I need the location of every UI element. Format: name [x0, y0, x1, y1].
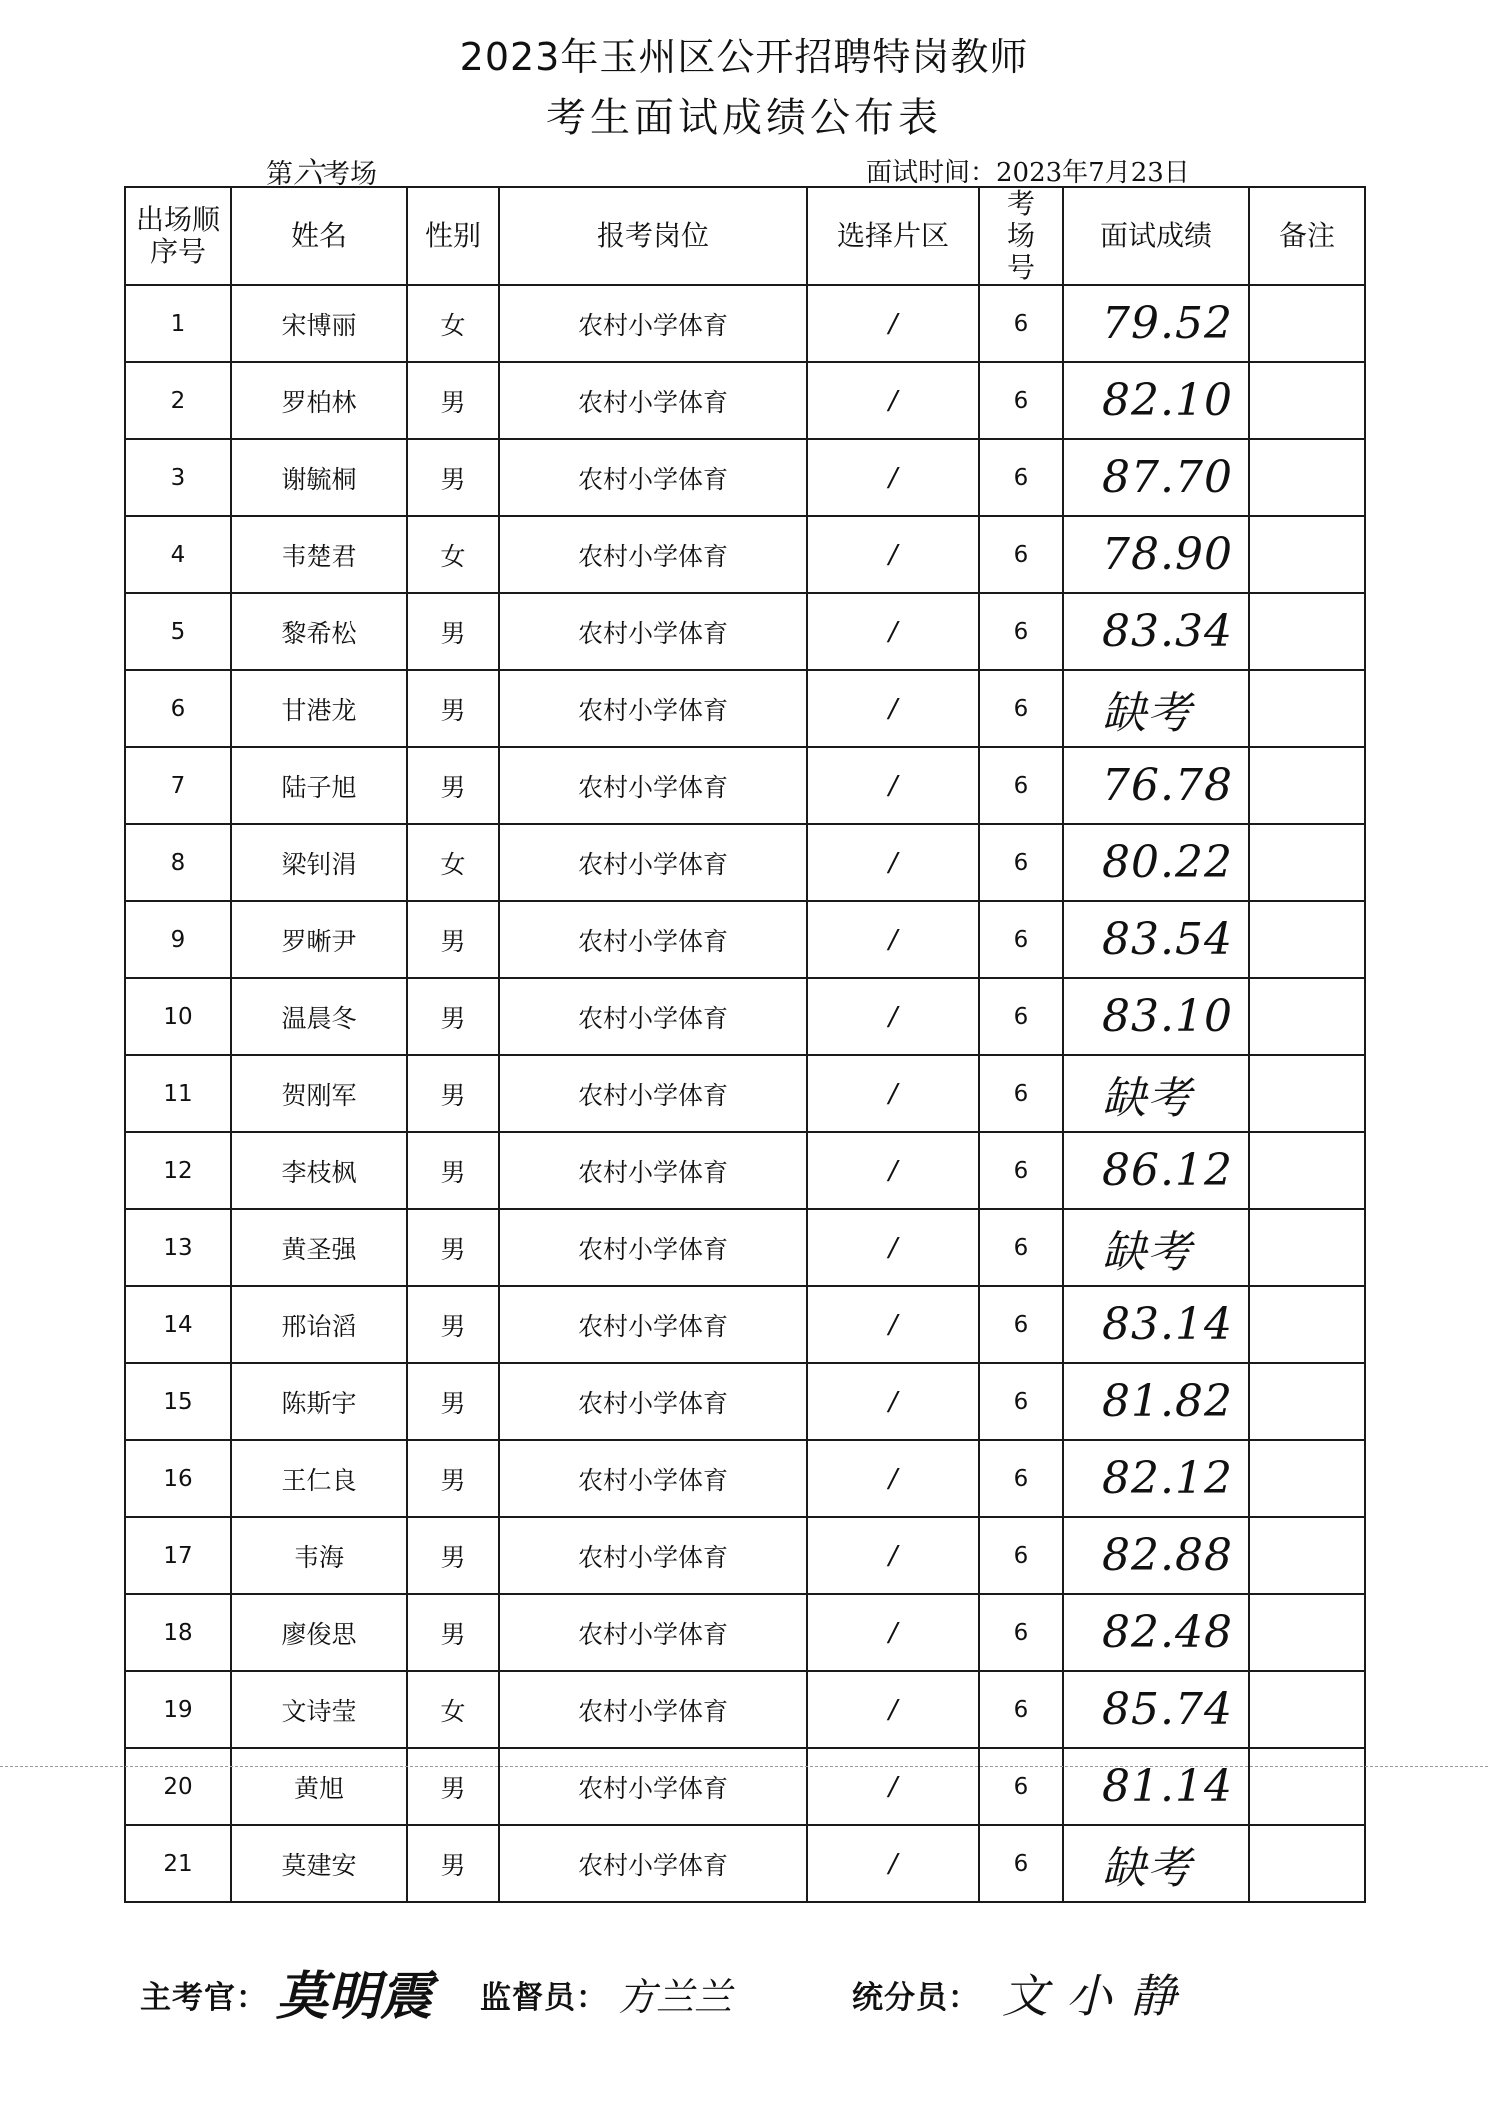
score-cell: 81.82	[1063, 1363, 1249, 1440]
gender-cell: 男	[407, 1055, 499, 1132]
score-cell: 83.34	[1063, 593, 1249, 670]
table-row	[125, 1286, 1365, 1363]
seq-cell: 9	[125, 901, 231, 978]
position-cell: 农村小学体育	[499, 978, 807, 1055]
note-cell	[1249, 1363, 1365, 1440]
area-cell: /	[807, 1748, 979, 1825]
room-cell: 6	[979, 439, 1063, 516]
area-cell: /	[807, 901, 979, 978]
note-cell	[1249, 1671, 1365, 1748]
area-cell: /	[807, 1440, 979, 1517]
supervisor-label: 监督员：	[480, 1980, 608, 2016]
score-cell: 82.12	[1063, 1440, 1249, 1517]
area-cell: /	[807, 1055, 979, 1132]
score-cell: 86.12	[1063, 1132, 1249, 1209]
note-cell	[1249, 285, 1365, 362]
table-row	[125, 1209, 1365, 1286]
note-cell	[1249, 978, 1365, 1055]
note-cell	[1249, 1594, 1365, 1671]
gender-cell: 女	[407, 1671, 499, 1748]
position-cell: 农村小学体育	[499, 593, 807, 670]
position-cell: 农村小学体育	[499, 516, 807, 593]
table-row	[125, 1517, 1365, 1594]
seq-cell: 7	[125, 747, 231, 824]
signature-footer	[0, 1950, 1488, 2030]
seq-cell: 19	[125, 1671, 231, 1748]
position-cell: 农村小学体育	[499, 747, 807, 824]
header-room: 考场号	[979, 187, 1063, 285]
score-cell: 83.54	[1063, 901, 1249, 978]
position-cell: 农村小学体育	[499, 1671, 807, 1748]
table-row	[125, 670, 1365, 747]
position-cell: 农村小学体育	[499, 285, 807, 362]
table-row	[125, 516, 1365, 593]
room-cell: 6	[979, 824, 1063, 901]
seq-cell: 20	[125, 1748, 231, 1825]
gender-cell: 男	[407, 670, 499, 747]
room-cell: 6	[979, 362, 1063, 439]
name-cell: 莫建安	[231, 1825, 407, 1902]
seq-cell: 8	[125, 824, 231, 901]
score-cell: 83.14	[1063, 1286, 1249, 1363]
area-cell: /	[807, 1825, 979, 1902]
gender-cell: 男	[407, 1440, 499, 1517]
score-cell: 80.22	[1063, 824, 1249, 901]
room-cell: 6	[979, 978, 1063, 1055]
note-cell	[1249, 1748, 1365, 1825]
gender-cell: 男	[407, 1825, 499, 1902]
note-cell	[1249, 593, 1365, 670]
document-subtitle: 考生面试成绩公布表	[546, 95, 942, 141]
score-cell: 缺考	[1063, 1209, 1249, 1286]
area-cell: /	[807, 978, 979, 1055]
room-cell: 6	[979, 1594, 1063, 1671]
seq-cell: 1	[125, 285, 231, 362]
name-cell: 谢毓桐	[231, 439, 407, 516]
score-cell: 85.74	[1063, 1671, 1249, 1748]
table-row	[125, 593, 1365, 670]
seq-cell: 3	[125, 439, 231, 516]
room-cell: 6	[979, 1671, 1063, 1748]
seq-cell: 14	[125, 1286, 231, 1363]
name-cell: 贺刚军	[231, 1055, 407, 1132]
seq-cell: 2	[125, 362, 231, 439]
score-cell: 82.10	[1063, 362, 1249, 439]
score-cell: 81.14	[1063, 1748, 1249, 1825]
table-row	[125, 362, 1365, 439]
seq-cell: 18	[125, 1594, 231, 1671]
room-cell: 6	[979, 1286, 1063, 1363]
room-cell: 6	[979, 516, 1063, 593]
area-cell: /	[807, 1209, 979, 1286]
room-cell: 6	[979, 1055, 1063, 1132]
room-cell: 6	[979, 1517, 1063, 1594]
note-cell	[1249, 824, 1365, 901]
table-row	[125, 747, 1365, 824]
area-cell: /	[807, 670, 979, 747]
name-cell: 温晨冬	[231, 978, 407, 1055]
area-cell: /	[807, 362, 979, 439]
note-cell	[1249, 1132, 1365, 1209]
score-cell: 79.52	[1063, 285, 1249, 362]
area-cell: /	[807, 1594, 979, 1671]
name-cell: 黎希松	[231, 593, 407, 670]
name-cell: 李枝枫	[231, 1132, 407, 1209]
position-cell: 农村小学体育	[499, 1132, 807, 1209]
room-cell: 6	[979, 1132, 1063, 1209]
seq-cell: 11	[125, 1055, 231, 1132]
table-row	[125, 285, 1365, 362]
score-cell: 78.90	[1063, 516, 1249, 593]
examiner-label: 主考官：	[140, 1980, 268, 2016]
position-cell: 农村小学体育	[499, 901, 807, 978]
interview-date: 面试时间：2023年7月23日	[866, 158, 1190, 188]
table-row	[125, 1825, 1365, 1902]
score-cell: 82.88	[1063, 1517, 1249, 1594]
room-cell: 6	[979, 593, 1063, 670]
table-row	[125, 1594, 1365, 1671]
score-table	[124, 186, 1366, 1903]
header-area: 选择片区	[807, 187, 979, 285]
note-cell	[1249, 901, 1365, 978]
name-cell: 甘港龙	[231, 670, 407, 747]
note-cell	[1249, 1286, 1365, 1363]
name-cell: 黄旭	[231, 1748, 407, 1825]
scan-fold-line	[0, 1766, 1488, 1767]
name-cell: 罗柏林	[231, 362, 407, 439]
score-cell: 83.10	[1063, 978, 1249, 1055]
area-cell: /	[807, 747, 979, 824]
position-cell: 农村小学体育	[499, 1825, 807, 1902]
gender-cell: 男	[407, 1517, 499, 1594]
table-row	[125, 978, 1365, 1055]
position-cell: 农村小学体育	[499, 1517, 807, 1594]
seq-cell: 17	[125, 1517, 231, 1594]
position-cell: 农村小学体育	[499, 1440, 807, 1517]
room-cell: 6	[979, 1363, 1063, 1440]
name-cell: 罗晰尹	[231, 901, 407, 978]
seq-cell: 4	[125, 516, 231, 593]
position-cell: 农村小学体育	[499, 1363, 807, 1440]
area-cell: /	[807, 516, 979, 593]
table-row	[125, 439, 1365, 516]
room-cell: 6	[979, 285, 1063, 362]
area-cell: /	[807, 1363, 979, 1440]
gender-cell: 男	[407, 901, 499, 978]
table-body	[125, 285, 1365, 1902]
note-cell	[1249, 516, 1365, 593]
seq-cell: 21	[125, 1825, 231, 1902]
table-row	[125, 1055, 1365, 1132]
header-name: 姓名	[231, 187, 407, 285]
name-cell: 文诗莹	[231, 1671, 407, 1748]
examiner-signature: 莫明震	[276, 1966, 433, 2027]
name-cell: 陆子旭	[231, 747, 407, 824]
table-row	[125, 1671, 1365, 1748]
area-cell: /	[807, 593, 979, 670]
note-cell	[1249, 439, 1365, 516]
gender-cell: 女	[407, 516, 499, 593]
gender-cell: 男	[407, 362, 499, 439]
note-cell	[1249, 1209, 1365, 1286]
header-note: 备注	[1249, 187, 1365, 285]
note-cell	[1249, 670, 1365, 747]
name-cell: 陈斯宇	[231, 1363, 407, 1440]
venue-number: 六	[293, 156, 323, 191]
name-cell: 廖俊思	[231, 1594, 407, 1671]
position-cell: 农村小学体育	[499, 1594, 807, 1671]
seq-cell: 10	[125, 978, 231, 1055]
venue-suffix: 考场	[323, 159, 377, 190]
area-cell: /	[807, 1286, 979, 1363]
seq-cell: 12	[125, 1132, 231, 1209]
seq-cell: 16	[125, 1440, 231, 1517]
gender-cell: 男	[407, 978, 499, 1055]
area-cell: /	[807, 1132, 979, 1209]
name-cell: 黄圣强	[231, 1209, 407, 1286]
gender-cell: 男	[407, 1132, 499, 1209]
room-cell: 6	[979, 901, 1063, 978]
note-cell	[1249, 1440, 1365, 1517]
room-cell: 6	[979, 1825, 1063, 1902]
room-cell: 6	[979, 670, 1063, 747]
position-cell: 农村小学体育	[499, 362, 807, 439]
name-cell: 梁钊涓	[231, 824, 407, 901]
gender-cell: 男	[407, 747, 499, 824]
note-cell	[1249, 362, 1365, 439]
score-cell: 缺考	[1063, 670, 1249, 747]
gender-cell: 男	[407, 1209, 499, 1286]
gender-cell: 男	[407, 1363, 499, 1440]
room-cell: 6	[979, 1209, 1063, 1286]
room-cell: 6	[979, 1748, 1063, 1825]
area-cell: /	[807, 285, 979, 362]
table-row	[125, 1363, 1365, 1440]
scorer-signature: 文小静	[1002, 1969, 1194, 2023]
position-cell: 农村小学体育	[499, 439, 807, 516]
note-cell	[1249, 1825, 1365, 1902]
seq-cell: 6	[125, 670, 231, 747]
name-cell: 王仁良	[231, 1440, 407, 1517]
document-title: 2023年玉州区公开招聘特岗教师	[459, 35, 1029, 79]
header-gender: 性别	[407, 187, 499, 285]
table-row	[125, 1132, 1365, 1209]
score-cell: 82.48	[1063, 1594, 1249, 1671]
seq-cell: 15	[125, 1363, 231, 1440]
table-row	[125, 1748, 1365, 1825]
position-cell: 农村小学体育	[499, 824, 807, 901]
position-cell: 农村小学体育	[499, 1748, 807, 1825]
area-cell: /	[807, 439, 979, 516]
room-cell: 6	[979, 747, 1063, 824]
venue-prefix: 第	[266, 159, 293, 190]
table-header-row	[125, 187, 1365, 285]
gender-cell: 男	[407, 593, 499, 670]
seq-cell: 13	[125, 1209, 231, 1286]
name-cell: 邢诒滔	[231, 1286, 407, 1363]
name-cell: 宋博丽	[231, 285, 407, 362]
table-row	[125, 824, 1365, 901]
header-position: 报考岗位	[499, 187, 807, 285]
scorer-label: 统分员：	[852, 1980, 980, 2016]
supervisor-signature: 方兰兰	[618, 1975, 733, 2019]
area-cell: /	[807, 1671, 979, 1748]
header-score: 面试成绩	[1063, 187, 1249, 285]
table-row	[125, 901, 1365, 978]
position-cell: 农村小学体育	[499, 1055, 807, 1132]
gender-cell: 男	[407, 1594, 499, 1671]
score-cell: 76.78	[1063, 747, 1249, 824]
gender-cell: 男	[407, 439, 499, 516]
position-cell: 农村小学体育	[499, 1209, 807, 1286]
area-cell: /	[807, 1517, 979, 1594]
position-cell: 农村小学体育	[499, 670, 807, 747]
gender-cell: 男	[407, 1286, 499, 1363]
gender-cell: 女	[407, 824, 499, 901]
gender-cell: 男	[407, 1748, 499, 1825]
header-seq: 出场顺序号	[125, 187, 231, 285]
note-cell	[1249, 1055, 1365, 1132]
score-cell: 缺考	[1063, 1825, 1249, 1902]
score-cell: 87.70	[1063, 439, 1249, 516]
table-row	[125, 1440, 1365, 1517]
room-cell: 6	[979, 1440, 1063, 1517]
note-cell	[1249, 747, 1365, 824]
name-cell: 韦海	[231, 1517, 407, 1594]
name-cell: 韦楚君	[231, 516, 407, 593]
note-cell	[1249, 1517, 1365, 1594]
area-cell: /	[807, 824, 979, 901]
seq-cell: 5	[125, 593, 231, 670]
gender-cell: 女	[407, 285, 499, 362]
score-cell: 缺考	[1063, 1055, 1249, 1132]
position-cell: 农村小学体育	[499, 1286, 807, 1363]
